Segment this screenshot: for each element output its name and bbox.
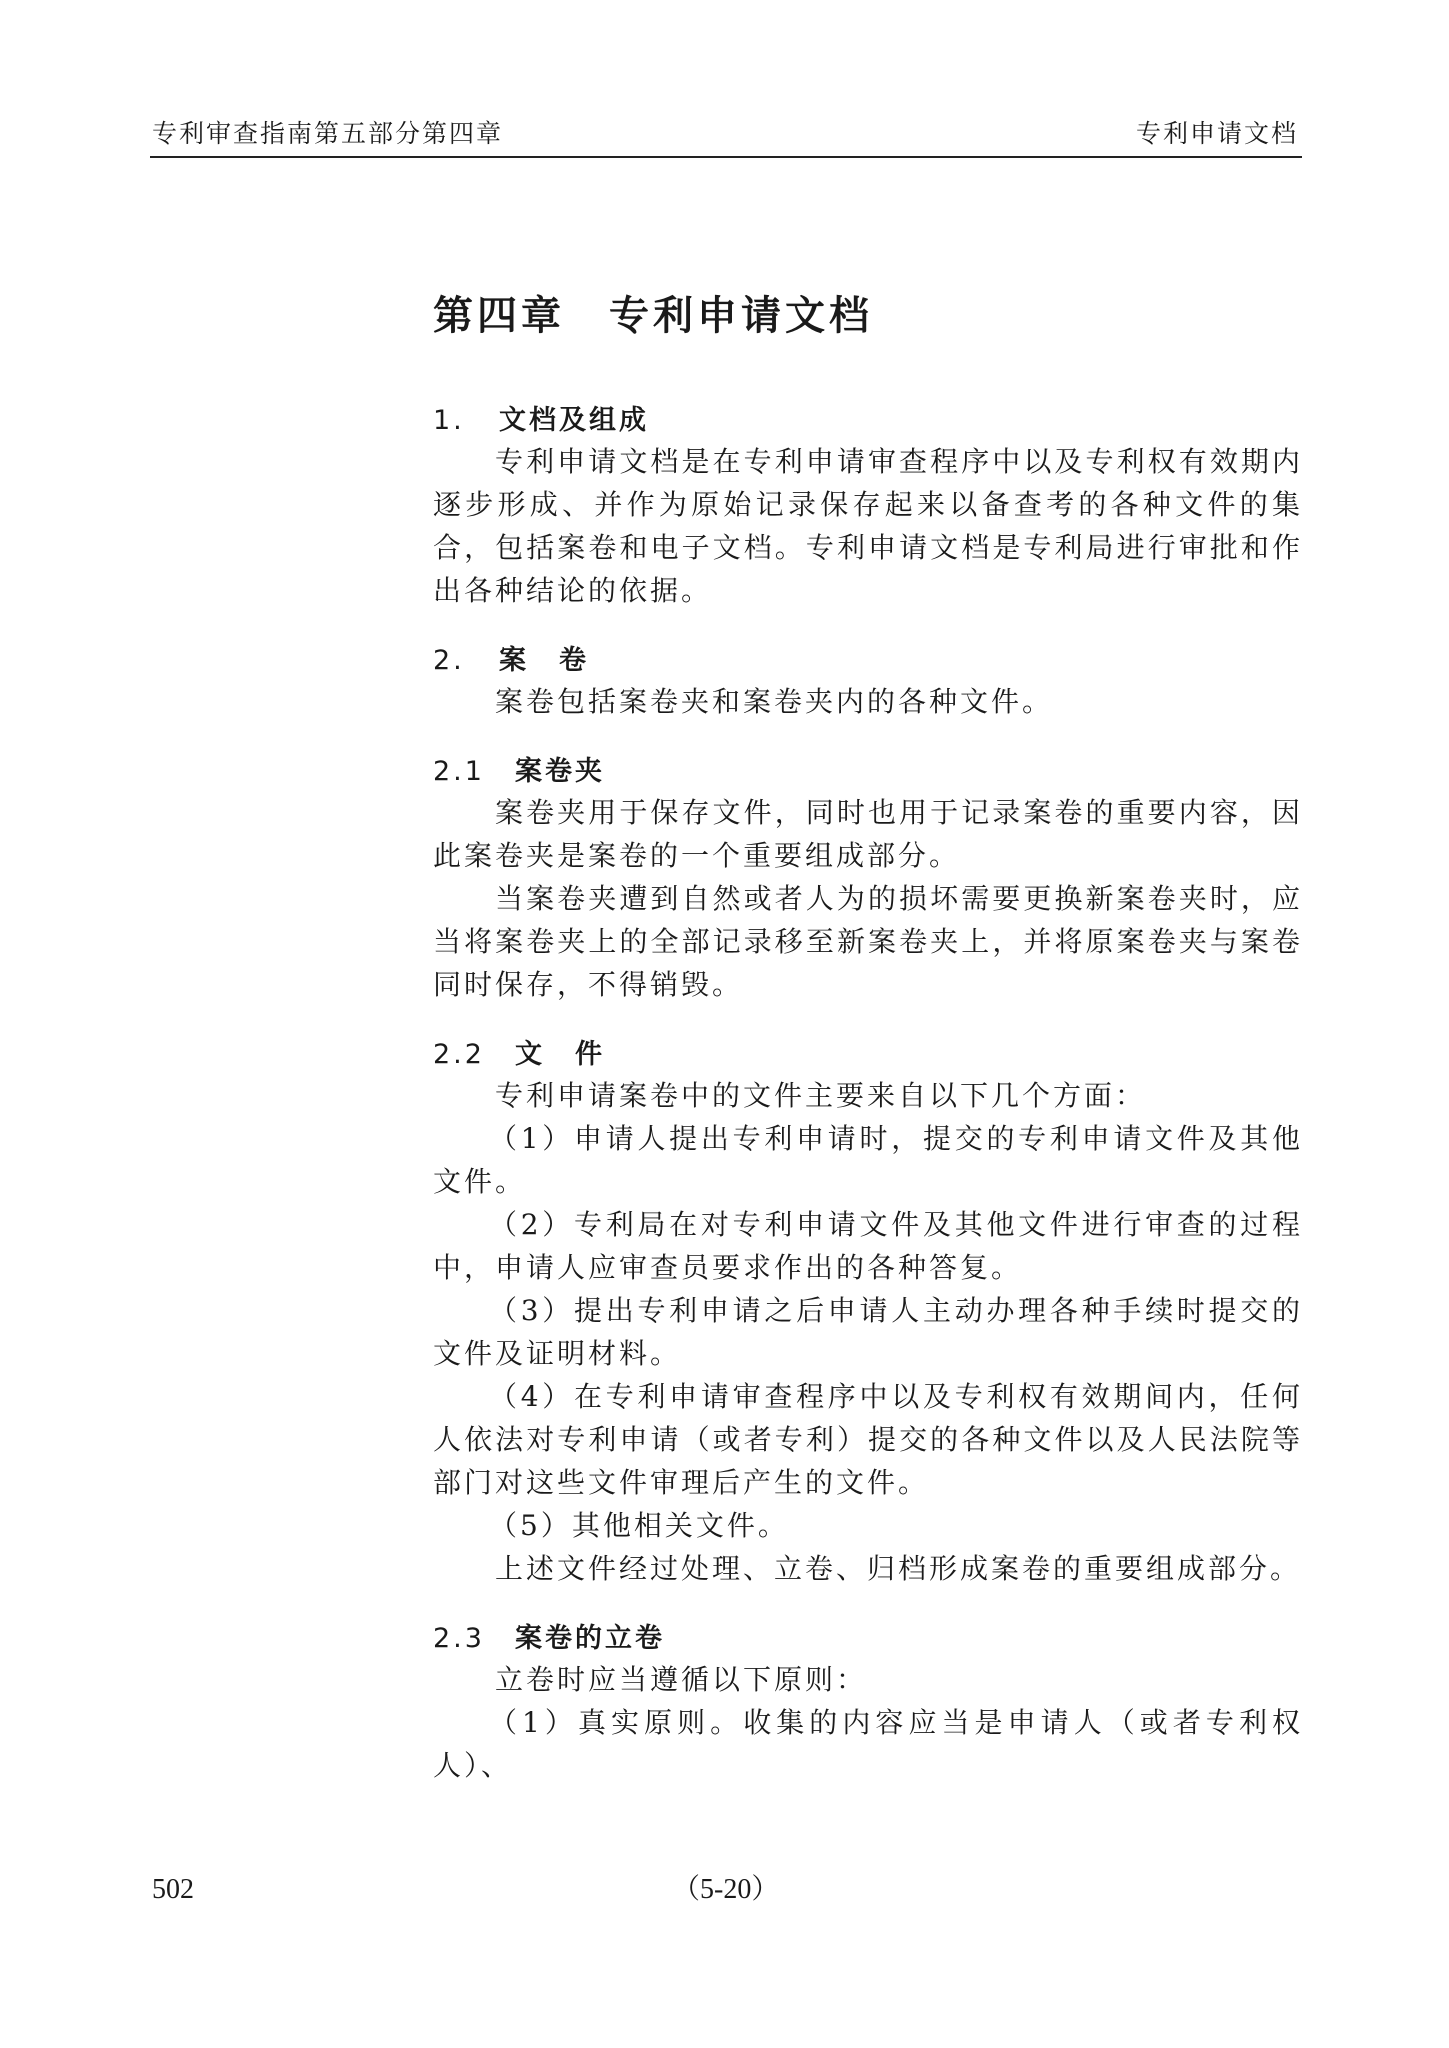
paragraph: 立卷时应当遵循以下原则： xyxy=(495,1663,868,1696)
paragraph: 当案卷夹遭到自然或者人为的损坏需要更换新案卷夹时，应当将案卷夹上的全部记录移至新案卷夹上，并将原案卷夹与案卷同时保存，不得销毁。 xyxy=(433,882,1303,1001)
section-heading xyxy=(433,642,1303,680)
chapter-name: 专利申请文档 xyxy=(609,293,873,339)
section-heading xyxy=(433,1620,1303,1658)
section-title: 案卷夹 xyxy=(515,756,605,787)
section-number: 2.2 xyxy=(433,1039,485,1070)
list-item: （1）申请人提出专利申请时，提交的专利申请文件及其他文件。 xyxy=(433,1122,1303,1198)
header-book-section: 专利审查指南第五部分第四章 xyxy=(152,119,504,148)
section-title: 案 卷 xyxy=(499,645,589,676)
page-number: 502 xyxy=(152,1874,194,1905)
page-content xyxy=(433,288,1303,1817)
paragraph: 专利申请文档是在专利申请审查程序中以及专利权有效期内逐步形成、并作为原始记录保存起来以备查考的各种文件的集合，包括案卷和电子文档。专利申请文档是专利局进行审批和作出各种结论的依据。 xyxy=(433,445,1303,607)
section-number: 2.1 xyxy=(433,756,485,787)
chapter-title xyxy=(433,288,1303,344)
paragraph: 案卷夹用于保存文件，同时也用于记录案卷的重要内容，因此案卷夹是案卷的一个重要组成部分。 xyxy=(433,796,1303,872)
section-heading xyxy=(433,402,1303,440)
list-item: （2）专利局在对专利申请文件及其他文件进行审查的过程中，申请人应审查员要求作出的各种答复。 xyxy=(433,1208,1303,1284)
section-2 xyxy=(433,642,1303,723)
section-heading xyxy=(433,1036,1303,1074)
section-title: 案卷的立卷 xyxy=(515,1623,665,1654)
section-title: 文档及组成 xyxy=(499,405,649,436)
section-number: 2.3 xyxy=(433,1623,485,1654)
section-2-1 xyxy=(433,753,1303,1006)
list-item: （1）真实原则。收集的内容应当是申请人（或者专利权人）、 xyxy=(433,1706,1303,1782)
section-number: 2. xyxy=(433,645,465,676)
paragraph: 专利申请案卷中的文件主要来自以下几个方面： xyxy=(495,1079,1147,1112)
header-chapter-title: 专利申请文档 xyxy=(1135,119,1298,148)
list-item: （4）在专利申请审查程序中以及专利权有效期间内，任何人依法对专利申请（或者专利）提交的各种文件以及人民法院等部门对这些文件审理后产生的文件。 xyxy=(433,1380,1303,1499)
list-item: （5）其他相关文件。 xyxy=(489,1509,789,1542)
paragraph: 案卷包括案卷夹和案卷夹内的各种文件。 xyxy=(495,685,1054,718)
section-2-2 xyxy=(433,1036,1303,1590)
section-page-number: （5-20） xyxy=(672,1874,780,1905)
section-number: 1. xyxy=(433,405,465,436)
section-title: 文 件 xyxy=(515,1039,605,1070)
paragraph: 上述文件经过处理、立卷、归档形成案卷的重要组成部分。 xyxy=(495,1552,1302,1585)
section-1 xyxy=(433,402,1303,612)
section-heading xyxy=(433,753,1303,791)
list-item: （3）提出专利申请之后申请人主动办理各种手续时提交的文件及证明材料。 xyxy=(433,1294,1303,1370)
chapter-number: 第四章 xyxy=(433,293,565,339)
running-header xyxy=(150,118,1302,158)
section-2-3 xyxy=(433,1620,1303,1787)
